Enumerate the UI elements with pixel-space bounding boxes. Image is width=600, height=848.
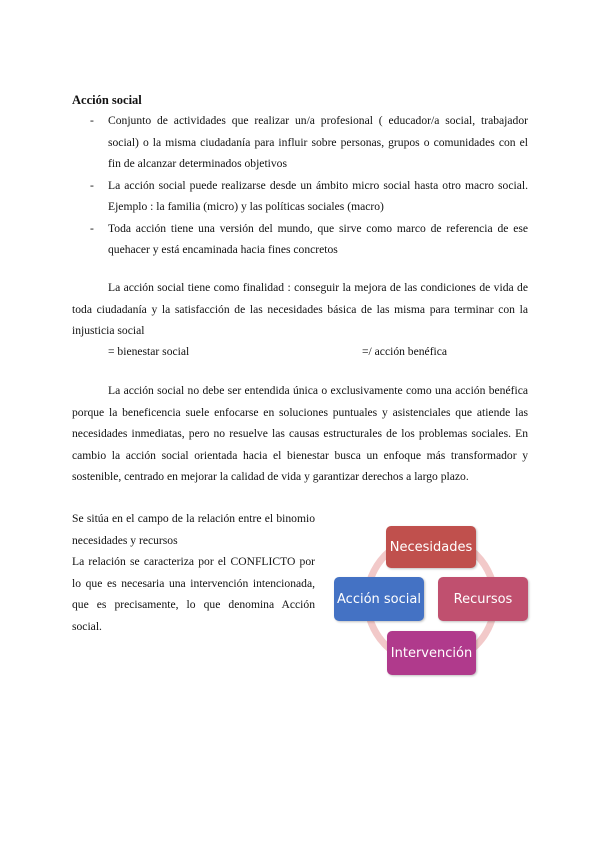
paragraph-line: de toda ciudadanía y la satisfacción de las necesidades básica de las misma para terminar con <box>72 281 528 316</box>
bullet-list <box>72 110 528 261</box>
bullet-line: quehacer y está encaminada hacia fines concretos <box>108 243 338 256</box>
side-line: Se sitúa en el campo de la relación entre el <box>72 512 274 525</box>
equality-bienestar: = bienestar social <box>108 345 190 358</box>
side-paragraph <box>72 508 315 637</box>
bullet-dash: - <box>90 178 94 192</box>
side-line: por lo que es necesaria una intervención <box>72 555 315 590</box>
side-line: binomio necesidades y recursos <box>72 512 315 547</box>
paragraph-line: la injusticia social <box>72 302 528 337</box>
paragraph-line: transformador y sostenible, centrado en mejorar la calidad de vida y garantizar derechos a <box>72 448 528 483</box>
bullet-line: social) o la misma ciudadanía para influir sobre personas, grupos o comunidades con <box>108 135 516 149</box>
equality-benefica: =/ acción benéfica <box>362 345 448 358</box>
paragraph-line: sociales. En cambio la acción social orientada hacia el bienestar busca un enfoque más <box>72 427 528 462</box>
bullet-dash: - <box>90 114 94 127</box>
side-line: La relación se caracteriza por el CONFLICTO <box>72 555 296 568</box>
bullet-line: el fin de alcanzar determinados objetivos <box>108 135 528 170</box>
bullet-line: La acción social puede realizarse desde un ámbito micro social hasta otro macro <box>108 178 494 192</box>
bullet-item <box>72 110 528 175</box>
bullet-item <box>72 218 528 261</box>
bullet-dash: - <box>90 221 94 235</box>
paragraph-benefica <box>72 380 528 488</box>
bullet-line: social. Ejemplo : la familia (micro) y las políticas sociales (macro) <box>108 178 528 213</box>
bullet-line: Conjunto de actividades que realizar un/a profesional ( educador/a social, trabajador <box>108 114 528 127</box>
paragraph-line: atiende las necesidades inmediatas, pero no resuelve las causas estructurales de los problemas <box>72 405 528 440</box>
bullet-item <box>72 175 528 218</box>
side-line: denomina Acción social. <box>72 598 315 633</box>
paragraph-line: largo plazo. <box>414 470 469 483</box>
section-heading: Acción social <box>72 93 142 107</box>
bullet-line: Toda acción tiene una versión del mundo, que sirve como marco de referencia de ese <box>108 221 528 235</box>
side-line: intencionada, que es precisamente, lo que <box>72 576 315 611</box>
paragraph-line: La acción social no debe ser entendida única o exclusivamente como una acción <box>108 384 486 397</box>
paragraph-line: La acción social tiene como finalidad : conseguir la mejora de las condiciones de vida <box>108 281 514 294</box>
node-recursos: Recursos <box>438 577 528 621</box>
node-accion-social: Acción social <box>334 577 424 621</box>
node-necesidades: Necesidades <box>386 526 476 568</box>
paragraph-line: benéfica porque la beneficencia suele enfocarse en soluciones puntuales y asistenciales que <box>72 384 528 419</box>
cycle-diagram <box>330 520 532 680</box>
node-intervencion: Intervención <box>387 631 476 675</box>
paragraph-finalidad <box>72 277 528 342</box>
